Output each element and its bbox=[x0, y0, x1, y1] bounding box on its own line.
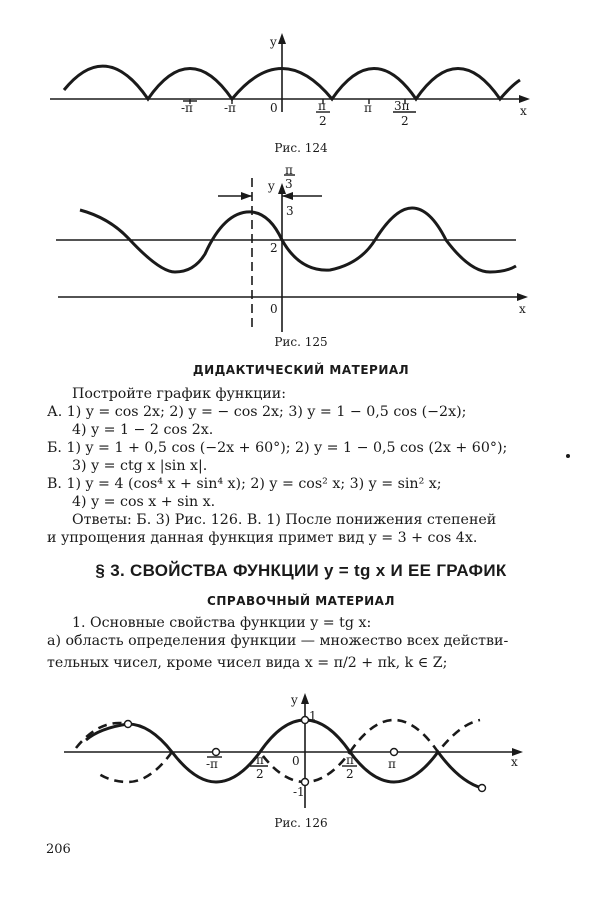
figure-126 bbox=[0, 690, 602, 810]
fig124-tick-neg-pi-2: -π bbox=[224, 101, 236, 115]
section-paragraph-1: 1. Основные свойства функции y = tg x: bbox=[72, 615, 372, 631]
section-title: § 3. СВОЙСТВА ФУНКЦИИ y = tg x И ЕЕ ГРАФИК bbox=[95, 561, 507, 580]
answers-line-2: и упрощения данная функция примет вид y = 3 + cos 4x. bbox=[47, 530, 478, 546]
fig126-y-label: y bbox=[291, 693, 298, 707]
fig124-curve bbox=[64, 66, 520, 99]
task-b-line-2: 3) y = ctg x |sin x|. bbox=[72, 458, 208, 474]
fig124-caption: Рис. 124 bbox=[274, 141, 328, 155]
fig125-tick-two: 2 bbox=[270, 241, 278, 255]
fig124-tick-pi-over: π bbox=[318, 99, 326, 113]
task-v-line-1: В. 1) y = 4 (cos⁴ x + sin⁴ x); 2) y = cos² x; 3) y = sin² x; bbox=[47, 476, 442, 492]
fig126-tick-two: 2 bbox=[346, 767, 354, 781]
fig125-tick-three: 3 bbox=[286, 204, 294, 218]
fig125-origin: 0 bbox=[270, 302, 278, 316]
fig124-tick-pi: π bbox=[364, 101, 372, 115]
section-subheading: СПРАВОЧНЫЙ МАТЕРИАЛ bbox=[207, 594, 395, 608]
fig124-y-label: y bbox=[270, 35, 277, 49]
fig126-tick-neg-pi: -π bbox=[206, 757, 218, 771]
fig125-caption: Рис. 125 bbox=[274, 335, 328, 349]
section-paragraph-2: а) область определения функции — множество всех действи- bbox=[47, 633, 509, 649]
fig126-caption: Рис. 126 bbox=[274, 816, 328, 830]
figure-125 bbox=[0, 160, 602, 335]
fig126-x-label: x bbox=[511, 755, 518, 769]
answers-line-1: Ответы: Б. 3) Рис. 126. В. 1) После понижения степеней bbox=[72, 512, 497, 528]
fig124-tick-neg-pi: -π bbox=[181, 101, 193, 115]
fig126-dashed-mid bbox=[216, 752, 350, 782]
fig126-tick-neg-two: 2 bbox=[256, 767, 264, 781]
fig126-tick-neg-one: -1 bbox=[293, 785, 305, 799]
task-v-line-2: 4) y = cos x + sin x. bbox=[72, 494, 216, 510]
fig126-tick-neg-pi-half: π bbox=[256, 753, 264, 767]
fig124-origin: 0 bbox=[270, 101, 278, 115]
section-paragraph-3: тельных чисел, кроме чисел вида x = π/2 + πk, k ∈ Z; bbox=[47, 655, 448, 671]
didactic-heading: ДИДАКТИЧЕСКИЙ МАТЕРИАЛ bbox=[192, 363, 410, 377]
task-a-line-1: А. 1) y = cos 2x; 2) y = − cos 2x; 3) y = 1 − 0,5 cos (−2x); bbox=[47, 404, 467, 420]
fig124-y-arrow bbox=[278, 33, 286, 44]
fig125-y-label: y bbox=[268, 179, 275, 193]
figure-124 bbox=[0, 0, 602, 140]
fig125-x-label: x bbox=[519, 302, 526, 316]
fig126-dashed-right bbox=[350, 720, 480, 752]
fig126-tick-pi-half: π bbox=[346, 753, 354, 767]
fig126-solid-cos bbox=[128, 724, 260, 782]
page-number: 206 bbox=[46, 842, 71, 857]
stray-mark bbox=[566, 454, 570, 458]
fig125-shift-three: 3 bbox=[285, 177, 293, 191]
fig124-x-label: x bbox=[520, 104, 527, 118]
fig125-shift-pi: π bbox=[285, 163, 293, 177]
fig126-tick-one: 1 bbox=[309, 709, 317, 723]
didactic-intro: Постройте график функции: bbox=[72, 386, 287, 402]
fig124-tick-two: 2 bbox=[319, 114, 327, 128]
task-a-line-2: 4) y = 1 − 2 cos 2x. bbox=[72, 422, 214, 438]
task-b-line-1: Б. 1) y = 1 + 0,5 cos (−2x + 60°); 2) y = 1 − 0,5 cos (2x + 60°); bbox=[47, 440, 508, 456]
fig126-origin: 0 bbox=[292, 754, 300, 768]
fig124-tick-three-pi: 3π bbox=[394, 99, 410, 113]
fig124-x-arrow bbox=[519, 95, 530, 103]
fig124-tick-two-b: 2 bbox=[401, 114, 409, 128]
fig126-tick-pi: π bbox=[388, 757, 396, 771]
